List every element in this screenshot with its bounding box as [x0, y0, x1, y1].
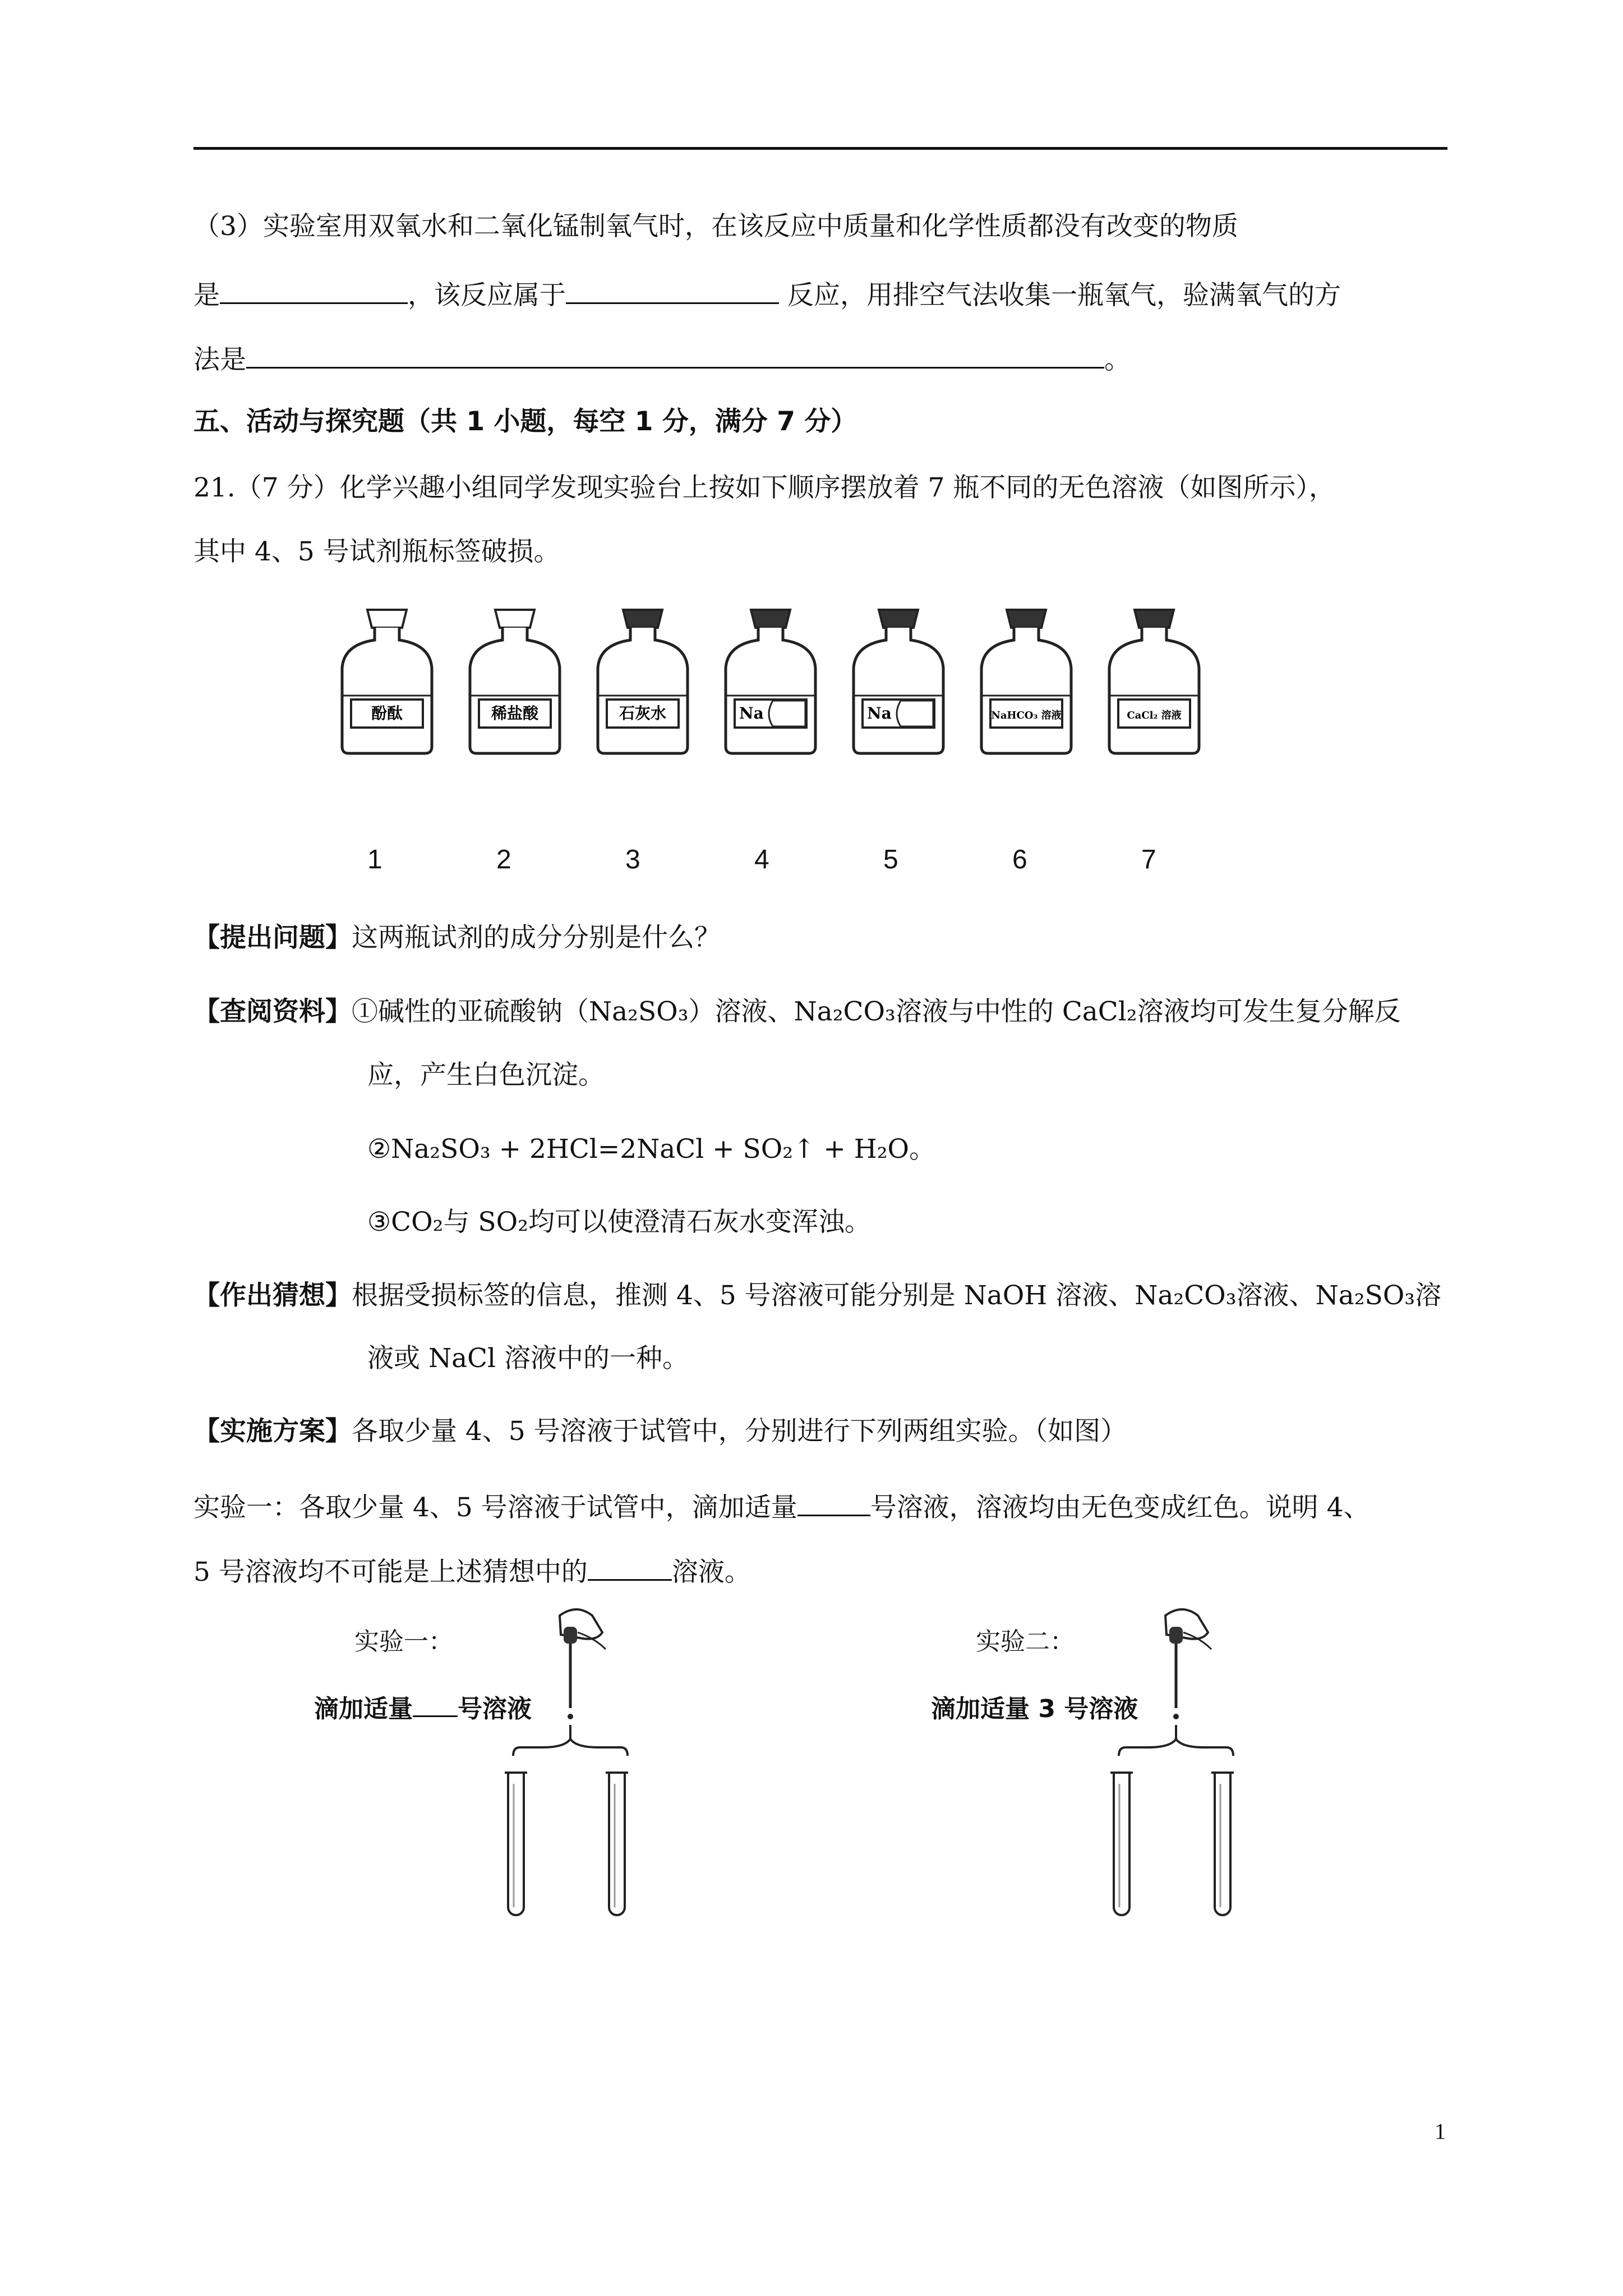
bottle-label: Na	[739, 704, 764, 723]
experiment-1-apparatus	[494, 1604, 662, 1930]
reagent-bottle-5	[854, 610, 943, 753]
bottle-number: 2	[496, 845, 511, 875]
answer-blank[interactable]	[588, 1551, 672, 1581]
bottle-number: 3	[625, 845, 640, 875]
plan: 【实施方案】各取少量 4、5 号溶液于试管中，分别进行下列两组实验。（如图）	[193, 1416, 1127, 1447]
reagent-bottle-1	[342, 610, 432, 753]
q3-line2: 是 ，该反应属于 反应，用排空气法收集一瓶氧气，验满氧气的方	[193, 274, 1341, 314]
q21-intro-line1: 21.（7 分）化学兴趣小组同学发现实验台上按如下顺序摆放着 7 瓶不同的无色溶液（如图所示），	[193, 472, 1335, 503]
figure-exp1-title: 实验一：	[354, 1627, 453, 1656]
dropper-hand-icon	[560, 1609, 606, 1719]
hypothesis: 【作出猜想】根据受损标签的信息，推测 4、5 号溶液可能分别是 NaOH 溶液、Na₂CO₃溶液、Na₂SO₃溶	[193, 1280, 1442, 1311]
q3-line1: （3）实验室用双氧水和二氧化锰制氧气时，在该反应中质量和化学性质都没有改变的物质	[193, 211, 1238, 242]
page-number: 1	[1435, 2119, 1446, 2144]
dropper-hand-icon	[1165, 1609, 1211, 1719]
bottle-number: 4	[754, 845, 769, 875]
experiment-1-text: 实验一：各取少量 4、5 号溶液于试管中，滴加适量 号溶液，溶液均由无色变成红色。说明 4、	[193, 1487, 1370, 1526]
reference-3: ③CO₂与 SO₂均可以使澄清石灰水变浑浊。	[367, 1207, 871, 1237]
reagent-bottle-2	[470, 610, 560, 753]
bottle-label: NaHCO₃ 溶液	[991, 710, 1062, 721]
reagent-bottle-7	[1109, 610, 1199, 753]
reagent-bottles-figure	[331, 603, 1239, 760]
experiment-1-text-cont: 5 号溶液均不可能是上述猜想中的 溶液。	[193, 1551, 751, 1590]
q21-intro-line2: 其中 4、5 号试剂瓶标签破损。	[193, 536, 560, 567]
reference-2: ②Na₂SO₃ + 2HCl=2NaCl + SO₂↑ + H₂O。	[367, 1134, 936, 1165]
bottle-number: 6	[1012, 845, 1027, 875]
bottle-label: 稀盐酸	[491, 704, 539, 723]
reagent-bottle-6	[981, 610, 1071, 753]
reagent-bottle-4	[726, 610, 815, 753]
reagent-bottle-3	[598, 610, 688, 753]
answer-blank[interactable]	[566, 274, 779, 304]
experiment-2-apparatus	[1099, 1604, 1267, 1930]
bottle-label: CaCl₂ 溶液	[1127, 710, 1182, 721]
bottle-label: Na	[867, 704, 892, 723]
bottle-number: 7	[1141, 845, 1156, 875]
ask-question: 【提出问题】这两瓶试剂的成分分别是什么？	[193, 922, 721, 953]
figure-exp1-note: 滴加适量 号溶液	[314, 1695, 532, 1723]
figure-exp2-note: 滴加适量 3 号溶液	[931, 1695, 1138, 1723]
reference-1-cont: 应，产生白色沉淀。	[367, 1060, 605, 1091]
test-tube-icon	[1211, 1773, 1234, 1915]
figure-exp2-title: 实验二：	[976, 1627, 1075, 1656]
answer-blank[interactable]	[246, 339, 1104, 369]
bottle-number: 1	[367, 845, 382, 875]
test-tube-icon	[1110, 1773, 1133, 1915]
bottle-label: 酚酞	[371, 704, 403, 723]
bottle-number: 5	[883, 845, 898, 875]
answer-blank[interactable]	[797, 1487, 870, 1516]
section-heading: 五、活动与探究题（共 1 小题，每空 1 分，满分 7 分）	[193, 406, 857, 437]
bottle-label: 石灰水	[619, 704, 667, 723]
reference-1: 【查阅资料】①碱性的亚硫酸钠（Na₂SO₃）溶液、Na₂CO₃溶液与中性的 CaCl₂溶液均可发生复分解反	[193, 996, 1401, 1027]
test-tube-icon	[505, 1773, 527, 1915]
hypothesis-cont: 液或 NaCl 溶液中的一种。	[367, 1343, 689, 1374]
answer-blank[interactable]	[220, 274, 408, 304]
test-tube-icon	[606, 1773, 628, 1915]
q3-line3: 法是 。	[193, 339, 1131, 378]
header-rule	[193, 147, 1447, 150]
